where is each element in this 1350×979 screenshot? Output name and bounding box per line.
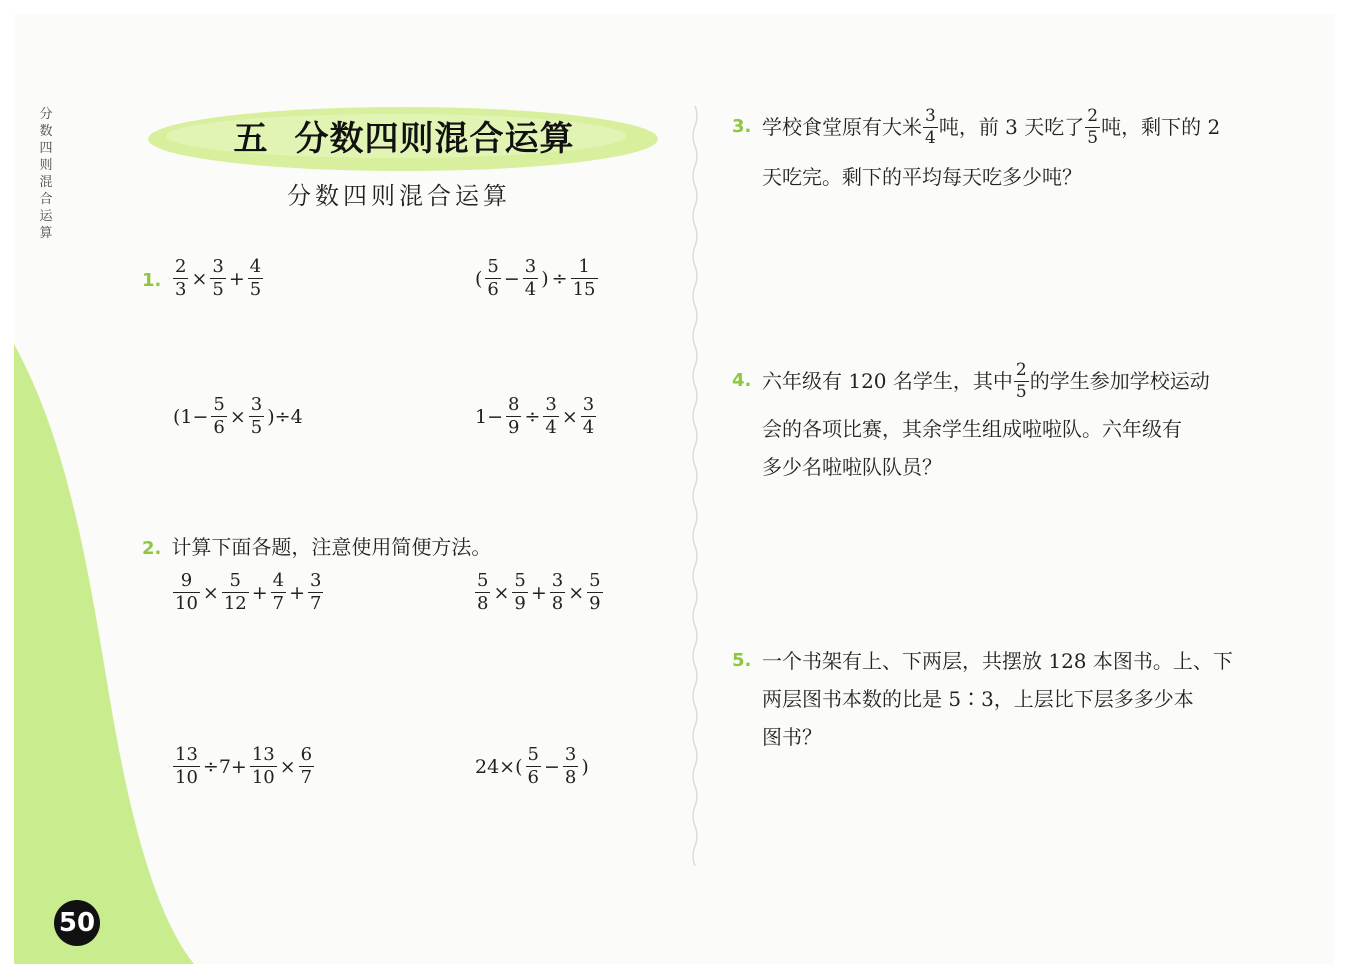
q2-instruction [142,531,491,560]
fraction: $\frac{13}{10}$ [175,744,198,788]
fraction: $\frac{3}{5}$ [212,256,224,300]
fraction: $\frac{3}{8}$ [551,570,564,614]
fraction: $\frac{3}{4}$ [545,394,557,438]
fraction: $\frac{3}{4}$ [582,394,595,438]
fraction: $\frac{13}{10}$ [251,744,275,788]
q3-text-2: 天吃完。剩下的平均每天吃多少吨？ [762,165,1082,189]
fraction: $\frac{6}{7}$ [300,744,313,788]
q4-text-3: 多少名啦啦队队员？ [762,455,942,479]
q5-block [732,642,1262,756]
chapter-banner [146,102,661,176]
q3-text-1b: 吨，前 3 天吃了 [938,115,1085,139]
fraction: $\frac{2}{5}$ [1015,359,1027,402]
q1-number: 1. [142,270,162,291]
q1-expr-c: (1− $\frac{5}{6}$ × $\frac{3}{5}$ )÷4 [173,394,303,438]
fraction: $\frac{5}{9}$ [589,570,601,614]
fraction: $\frac{5}{6}$ [213,394,225,438]
fraction: $\frac{9}{10}$ [175,570,198,614]
q4-block [732,358,1262,486]
q2-expr-c: $\frac{13}{10}$ ÷7+ $\frac{13}{10}$ × $\frac{6}{7}$ [175,744,313,788]
fraction: $\frac{1}{15}$ [572,256,596,300]
fraction: $\frac{2}{5}$ [1087,105,1099,148]
fraction: $\frac{3}{7}$ [310,570,322,614]
q3-number: 3. [732,116,752,137]
q5-number: 5. [732,650,752,671]
fraction: $\frac{5}{8}$ [477,570,489,614]
fraction: $\frac{2}{3}$ [175,256,187,300]
q2-expr-d: 24×( $\frac{5}{6}$ − $\frac{3}{8}$ ) [475,744,589,788]
fraction: $\frac{3}{4}$ [524,256,537,300]
fraction: $\frac{3}{4}$ [925,105,936,148]
q3-block [732,104,1262,196]
fraction: $\frac{5}{12}$ [223,570,247,614]
q3-text-1a: 学校食堂原有大米 [762,115,922,139]
fraction: $\frac{5}{9}$ [514,570,526,614]
q1-expr-b: ( $\frac{5}{6}$ − $\frac{3}{4}$ ) ÷ $\frac{1}{15}$ [475,256,596,300]
side-chapter-tab [36,106,56,242]
fraction: $\frac{4}{5}$ [249,256,262,300]
q2-text: 计算下面各题，注意使用简便方法。 [171,535,492,559]
page-number-badge: 50 [54,900,100,946]
section-title: 分数四则混合运算 [287,182,511,210]
fraction: $\frac{3}{5}$ [250,394,263,438]
side-tab-text: 分 数 四 则 混 合 运 算 [39,107,53,241]
chapter-name: 分数四则混合运算 [294,119,575,159]
workbook-page [14,14,1334,964]
q4-text-1a: 六年级有 120 名学生，其中 [762,369,1013,393]
fraction: $\frac{8}{9}$ [508,394,520,438]
q2-number: 2. [142,538,162,559]
q4-text-1b: 的学生参加学校运动 [1029,369,1210,393]
q2-expr-b: $\frac{5}{8}$ × $\frac{5}{9}$ + $\frac{3}{8}$ × $\frac{5}{9}$ [477,570,601,614]
q5-text-1: 一个书架有上、下两层，共摆放 128 本图书。上、下 [762,649,1233,673]
q5-text-2: 两层图书本数的比是 5∶3，上层比下层多多少本 [762,687,1194,711]
page-divider [690,106,700,866]
chapter-number: 五 [233,119,269,159]
q4-text-2: 会的各项比赛，其余学生组成啦啦队。六年级有 [762,417,1182,441]
q1-expr-d: 1− $\frac{8}{9}$ ÷ $\frac{3}{4}$ × $\frac{3}{4}$ [475,394,595,438]
q5-text-3: 图书？ [762,725,822,749]
q2-expr-a: $\frac{9}{10}$ × $\frac{5}{12}$ + $\frac{4}{7}$ + $\frac{3}{7}$ [175,570,322,614]
fraction: $\frac{5}{6}$ [487,256,499,300]
q4-number: 4. [732,370,752,391]
fraction: $\frac{4}{7}$ [272,570,285,614]
fraction: $\frac{5}{6}$ [527,744,539,788]
fraction: $\frac{3}{8}$ [564,744,577,788]
q3-text-1c: 吨，剩下的 2 [1101,115,1221,139]
q1-expr-a: $\frac{2}{3}$ × $\frac{3}{5}$ + $\frac{4}{5}$ [175,256,262,300]
